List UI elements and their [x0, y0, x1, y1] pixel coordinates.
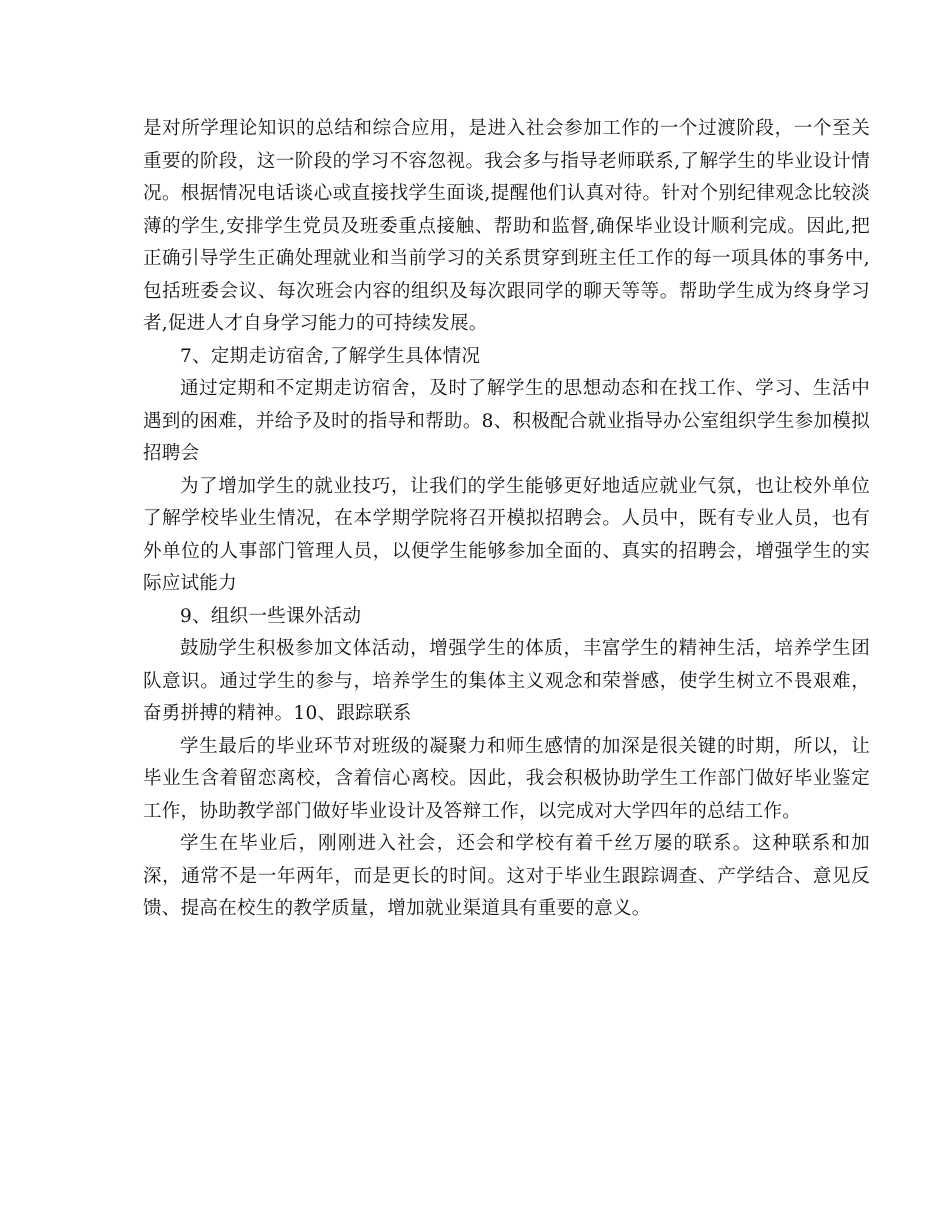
paragraph-2-heading-visit-dorms: 7、定期走访宿舍,了解学生具体情况	[180, 345, 481, 367]
paragraph-4: 为了增加学生的就业技巧，让我们的学生能够更好地适应就业气氛，也让校外单位了解学校毕业生情况，在本学期学院将召开模拟招聘会。人员中，既有专业人员，也有外单位的人事部门管理人员，以便学生能够参加全面的、真实的招聘会，增强学生的实际应试能力	[143, 475, 870, 594]
paragraph-6: 鼓励学生积极参加文体活动，增强学生的体质，丰富学生的精神生活，培养学生团队意识。通过学生的参与，培养学生的集体主义观念和荣誉感，使学生树立不畏艰难，奋勇拼搏的精神。10、跟踪联系	[143, 638, 870, 724]
paragraph-5-heading-activities: 9、组织一些课外活动	[180, 605, 362, 627]
paragraph-1: 是对所学理论知识的总结和综合应用，是进入社会参加工作的一个过渡阶段，一个至关重要的阶段，这一阶段的学习不容忽视。我会多与指导老师联系,了解学生的毕业设计情况。根据情况电话谈心或直接找学生面谈,提醒他们认真对待。针对个别纪律观念比较淡薄的学生,安排学生党员及班委重点接触、帮助和监督,确保毕业设计顺利完成。因此,把正确引导学生正确处理就业和当前学习的关系贯穿到班主任工作的每一项具体的事务中,包括班委会议、每次班会内容的组织及每次跟同学的聊天等等。帮助学生成为终身学习者,促进人才自身学习能力的可持续发展。	[143, 118, 870, 334]
paragraph-7: 学生最后的毕业环节对班级的凝聚力和师生感情的加深是很关键的时期，所以，让毕业生含着留恋离校，含着信心离校。因此，我会积极协助学生工作部门做好毕业鉴定工作，协助教学部门做好毕业设计及答辩工作，以完成对大学四年的总结工作。	[143, 735, 870, 822]
paragraph-3: 通过定期和不定期走访宿舍，及时了解学生的思想动态和在找工作、学习、生活中遇到的困难，并给予及时的指导和帮助。8、积极配合就业指导办公室组织学生参加模拟招聘会	[143, 378, 870, 464]
paragraph-8: 学生在毕业后，刚刚进入社会，还会和学校有着千丝万屡的联系。这种联系和加深，通常不是一年两年，而是更长的时间。这对于毕业生跟踪调查、产学结合、意见反馈、提高在校生的教学质量，增加就业渠道具有重要的意义。	[143, 833, 870, 919]
